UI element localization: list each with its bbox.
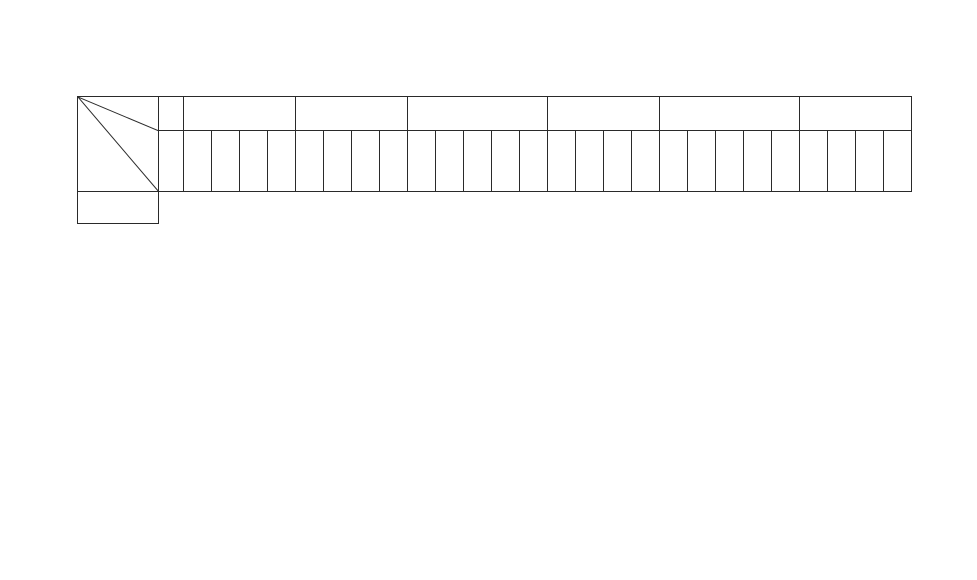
diagonal-header-cell [78, 97, 159, 192]
week-number [604, 131, 632, 192]
week-number [184, 131, 212, 192]
week-number [212, 131, 240, 192]
week-number [884, 131, 912, 192]
week-number [436, 131, 464, 192]
week-number [520, 131, 548, 192]
month-header [660, 97, 800, 131]
week-number [408, 131, 436, 192]
week-number [828, 131, 856, 192]
week-number [548, 131, 576, 192]
week-number [856, 131, 884, 192]
week-number [716, 131, 744, 192]
week-number [576, 131, 604, 192]
month-header [159, 97, 184, 131]
content-label [78, 192, 159, 224]
week-number [660, 131, 688, 192]
month-header [800, 97, 912, 131]
week-number [800, 131, 828, 192]
week-number [268, 131, 296, 192]
week-number [492, 131, 520, 192]
week-number [688, 131, 716, 192]
week-number [632, 131, 660, 192]
week-number [380, 131, 408, 192]
week-number [352, 131, 380, 192]
diagonal-lines [78, 97, 159, 192]
week-number [240, 131, 268, 192]
week-number [464, 131, 492, 192]
week-number [296, 131, 324, 192]
week-number [324, 131, 352, 192]
month-header [184, 97, 296, 131]
week-number [772, 131, 800, 192]
week-number [159, 131, 184, 192]
month-header [408, 97, 548, 131]
month-header [296, 97, 408, 131]
school-calendar-table [77, 96, 912, 224]
week-number [744, 131, 772, 192]
month-header [548, 97, 660, 131]
